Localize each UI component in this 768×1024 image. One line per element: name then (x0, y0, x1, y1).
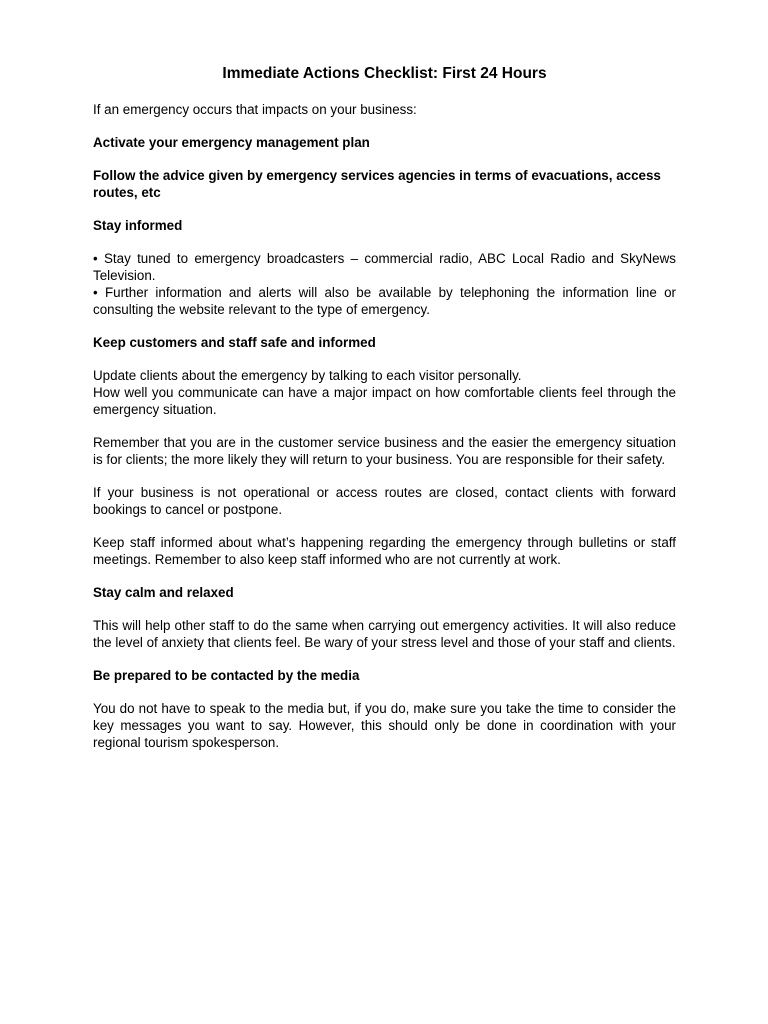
heading-keep-customers-safe: Keep customers and staff safe and informed (93, 335, 376, 350)
calm-paragraph: This will help other staff to do the same when carrying out emergency activities. It will also reduce the level of anxiety that clients feel. Be wary of your stress level and those of your staff and clients. (93, 618, 676, 650)
heading-media: Be prepared to be contacted by the media (93, 668, 360, 683)
media-paragraph: You do not have to speak to the media but, if you do, make sure you take the time to consider the key messages you want to say. However, this should only be done in coordination with your regional tourism spokesperson. (93, 701, 676, 750)
customers-paragraph-2: Remember that you are in the customer service business and the easier the emergency situation is for clients; the more likely they will return to your business. You are responsible for their safety. (93, 435, 676, 467)
customers-paragraph-1 (93, 367, 676, 418)
customers-paragraph-3: If your business is not operational or access routes are closed, contact clients with forward bookings to cancel or postpone. (93, 485, 676, 517)
intro-text: If an emergency occurs that impacts on your business: (93, 102, 417, 117)
customers-line-update-clients: Update clients about the emergency by talking to each visitor personally. (93, 368, 522, 383)
heading-stay-informed: Stay informed (93, 218, 183, 233)
bullet-item-information-line: • Further information and alerts will also be available by telephoning the information line or consulting the website relevant to the type of emergency. (93, 285, 676, 317)
customers-line-communicate: How well you communicate can have a major impact on how comfortable clients feel through the emergency situation. (93, 385, 676, 417)
page-title: Immediate Actions Checklist: First 24 Hours (222, 65, 547, 82)
heading-follow-advice: Follow the advice given by emergency services agencies in terms of evacuations, access routes, etc (93, 168, 661, 200)
heading-activate-plan: Activate your emergency management plan (93, 135, 370, 150)
bullet-item-broadcasters: • Stay tuned to emergency broadcasters – commercial radio, ABC Local Radio and SkyNews Television. (93, 251, 676, 283)
customers-paragraph-4: Keep staff informed about what’s happening regarding the emergency through bulletins or staff meetings. Remember to also keep staff informed who are not currently at work. (93, 535, 676, 567)
document-page (93, 64, 676, 767)
heading-stay-calm: Stay calm and relaxed (93, 585, 234, 600)
stay-informed-bullets (93, 250, 676, 318)
